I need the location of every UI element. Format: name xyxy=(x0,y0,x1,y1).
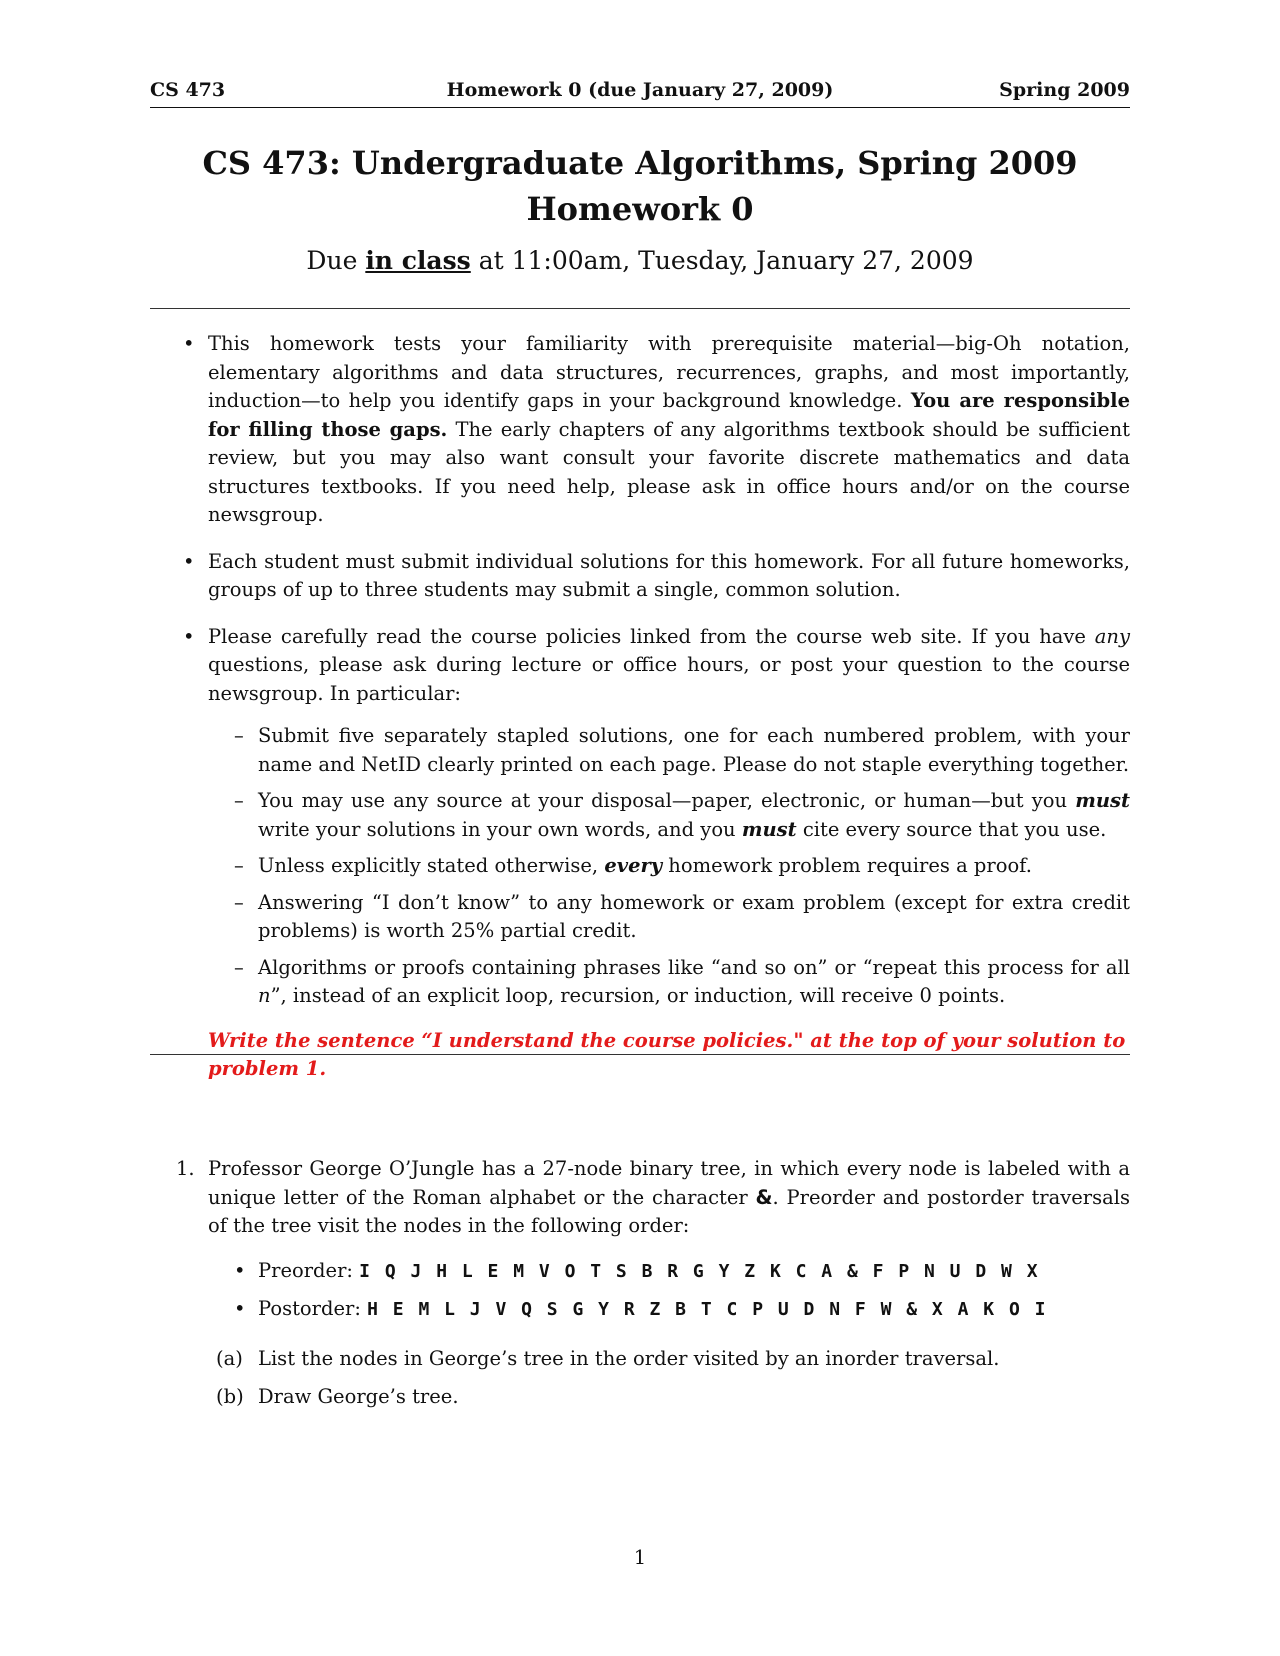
bullet-mark: • xyxy=(234,1258,246,1282)
subpart-text: List the nodes in George’s tree in the order visited by an inorder traversal. xyxy=(258,1346,1000,1370)
bullet-text: This homework tests your familiarity with prerequisite material—big-Oh notation, elementary algorithms and data structures, recurrences, graphs, and most importantly, induction—to help you identify gaps in your background knowledge. xyxy=(208,332,1130,412)
policy-text: Unless explicitly stated otherwise, xyxy=(258,854,605,877)
divider-top xyxy=(150,308,1130,309)
policy-text: You may use any source at your disposal—paper, electronic, or human—but you xyxy=(258,789,1076,812)
instruction-bullet-prerequisites xyxy=(150,330,1130,530)
policy-text: cite every source that you use. xyxy=(796,817,1107,841)
emphasis-every: every xyxy=(604,854,663,877)
document-page xyxy=(150,0,1130,1656)
bullet-mark: • xyxy=(183,549,195,573)
policy-item xyxy=(234,787,1130,844)
preorder-item xyxy=(234,1257,1130,1287)
instruction-bullet-policies xyxy=(150,623,1130,709)
policy-text: ”, instead of an explicit loop, recursion, or induction, will receive 0 points. xyxy=(270,984,1006,1007)
ampersand-symbol: & xyxy=(755,1185,773,1209)
postorder-sequence: H E M L J V Q S G Y R Z B T C P U D N F W & X A K O I xyxy=(367,1299,1048,1320)
due-prefix: Due xyxy=(306,246,366,275)
emphasis-any: any xyxy=(1094,624,1130,648)
due-suffix: at 11:00am, Tuesday, January 27, 2009 xyxy=(470,246,974,275)
title-line-2: Homework 0 xyxy=(526,190,754,228)
emphasis-must: must xyxy=(741,817,797,841)
policy-item xyxy=(234,954,1130,1011)
policy-item xyxy=(234,722,1130,779)
dash-mark: – xyxy=(234,955,244,979)
bullet-text: Please carefully read the course policies linked from the course web site. If you have xyxy=(208,624,1095,648)
dash-mark: – xyxy=(234,724,244,747)
dash-mark: – xyxy=(234,854,244,877)
bullet-text: The early chapters of any algorithms textbook should be sufficient review, but you may also want consult your favorite discrete mathematics and data structures textbooks. If you need help, please ask in office hours and/or on the course newsgroup. xyxy=(208,417,1130,526)
policy-text: Answering “I don’t know” to any homework or exam problem (except for extra credit problems) is worth 25% partial credit. xyxy=(258,890,1130,942)
subpart-b xyxy=(216,1383,1130,1412)
problem-1-statement xyxy=(150,1155,1130,1241)
header-left: CS 473 xyxy=(150,79,226,101)
policy-list xyxy=(150,722,1130,1011)
policy-text: Submit five separately stapled solutions, one for each numbered problem, with your name and NetID clearly printed on each page. Please do not staple everything together. xyxy=(258,724,1130,776)
emphasis-must: must xyxy=(1075,789,1130,812)
bullet-mark: • xyxy=(234,1297,246,1320)
postorder-label: Postorder: xyxy=(258,1297,361,1320)
policy-acknowledgement-warning: Write the sentence “I understand the course policies." at the top of your solution to problem 1. xyxy=(208,1028,1126,1080)
bullet-mark: • xyxy=(183,624,195,648)
postorder-item xyxy=(234,1295,1130,1325)
problem-number: 1. xyxy=(176,1157,195,1180)
policy-item xyxy=(234,852,1130,881)
instructions-section xyxy=(150,330,1130,1084)
dash-mark: – xyxy=(234,789,244,812)
problem-text: . Preorder and postorder traversals of the tree visit the nodes in the following order: xyxy=(208,1185,1130,1237)
problem-1-subparts xyxy=(150,1345,1130,1412)
subpart-a xyxy=(216,1345,1130,1374)
bullet-mark: • xyxy=(183,332,195,355)
subpart-label: (b) xyxy=(216,1385,244,1408)
dash-mark: – xyxy=(234,890,244,914)
policy-text: homework problem requires a proof. xyxy=(662,854,1032,877)
subpart-text: Draw George’s tree. xyxy=(258,1385,459,1408)
header-center: Homework 0 (due January 27, 2009) xyxy=(446,79,834,101)
policy-text: Algorithms or proofs containing phrases like “and so on” or “repeat this process for all xyxy=(258,955,1130,979)
due-in-class: in class xyxy=(365,246,471,275)
math-variable-n: n xyxy=(258,984,271,1007)
policy-item xyxy=(234,889,1130,946)
bullet-text: Each student must submit individual solutions for this homework. For all future homeworks, groups of up to three students may submit a single, common solution. xyxy=(208,549,1130,601)
problem-1 xyxy=(150,1155,1130,1422)
header-right: Spring 2009 xyxy=(999,79,1130,101)
title-line-1: CS 473: Undergraduate Algorithms, Spring 2009 xyxy=(202,144,1078,182)
divider-bottom xyxy=(150,1054,1130,1055)
preorder-sequence: I Q J H L E M V O T S B R G Y Z K C A & F P N U D W X xyxy=(359,1260,1040,1282)
subpart-label: (a) xyxy=(216,1346,243,1370)
page-title xyxy=(150,140,1130,232)
due-date-line xyxy=(150,246,1130,275)
instruction-bullet-individual xyxy=(150,548,1130,605)
running-header xyxy=(150,77,1130,108)
page-number: 1 xyxy=(633,1546,647,1569)
responsibility-note: You are responsible for filling those gaps. xyxy=(208,389,1130,441)
bullet-text: questions, please ask during lecture or office hours, or post your question to the course newsgroup. In particular: xyxy=(208,653,1130,705)
preorder-label: Preorder: xyxy=(258,1258,353,1282)
policy-text: write your solutions in your own words, and you xyxy=(258,817,742,841)
problem-text: Professor George O’Jungle has a 27-node binary tree, in which every node is labeled with a unique letter of the Roman alphabet or the character xyxy=(208,1157,1130,1209)
traversal-list xyxy=(150,1257,1130,1325)
